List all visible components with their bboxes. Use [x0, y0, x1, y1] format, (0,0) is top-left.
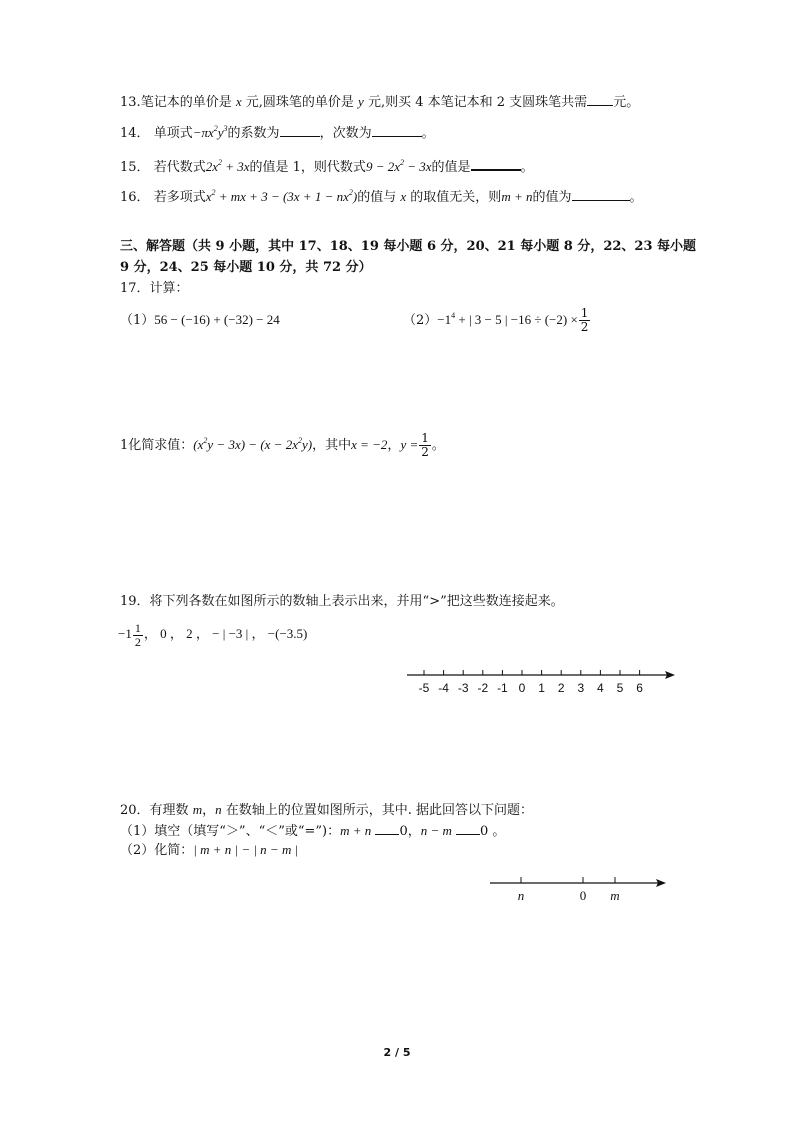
q19-axis-tick-label: 0 — [518, 681, 526, 695]
q20-label-zero: 0 — [579, 888, 587, 903]
q19-axis-tick-label: 2 — [557, 681, 565, 695]
q18-y-fraction: $\frac{1}{2}$ — [421, 431, 429, 459]
q19-number: 19． — [120, 594, 150, 609]
q18-text-4: 。 — [431, 438, 445, 453]
q19-axis-tick-label: 1 — [538, 681, 545, 695]
q17-part-2-label: （2） — [403, 313, 438, 328]
q20-part-1-text-2: 0 。 — [480, 824, 506, 839]
q19-axis-tick-label: 3 — [577, 681, 585, 695]
q18-expression: $(x^2y - 3x) - (x - 2x^2y)$ — [193, 436, 313, 452]
question-16 — [120, 187, 643, 207]
section-3-heading-line-2: 9 分，24、25 每小题 10 分，共 72 分） — [120, 260, 372, 275]
q20-part-1-label: （1）填空（填写“＞”、“＜”或“=”)： — [120, 824, 341, 839]
q20-part-1-text-1: 0， — [399, 824, 421, 839]
q13-number: 13. — [120, 95, 141, 110]
question-14 — [120, 123, 435, 143]
q18-number: 1 — [120, 438, 129, 453]
q19-number-2: 0 — [160, 626, 167, 641]
q17-part-1 — [120, 311, 280, 330]
q20-part-1 — [120, 821, 505, 841]
q14-text-4: 。 — [421, 126, 435, 141]
q14-degree-blank[interactable] — [372, 123, 422, 137]
q14-monomial: $-\pi x^2y^3$ — [192, 124, 228, 140]
q19-axis-tick-label: -5 — [418, 681, 430, 695]
section-3-heading-line-1: 三、解答题（共 9 小题，其中 17、18、19 每小题 6 分，20、21 每小题 8 分，22、23 每小题 — [120, 239, 697, 254]
q19-separator-2: ， — [169, 626, 183, 641]
q19-axis-tick-label: 6 — [636, 681, 643, 695]
question-18 — [120, 428, 445, 463]
q19-axis-tick-label: -2 — [477, 681, 489, 695]
q19-numbers — [118, 616, 307, 652]
q17-part-2-expression: $-1^4$ + | 3 − 5 | −16 ÷ (−2) × — [437, 311, 578, 327]
q14-text-3: ，次数为 — [319, 126, 372, 141]
q20-part-1-expr-1: m + n — [340, 823, 372, 838]
q16-var-x: x — [400, 189, 407, 204]
q15-text-4: 。 — [520, 160, 534, 175]
question-20 — [120, 801, 533, 820]
q19-separator-1: ， — [143, 626, 157, 641]
question-13 — [120, 92, 639, 112]
q16-polynomial: $x^2$ + mx + $3 - (3x + 1 - nx^2)$ — [205, 188, 358, 204]
q15-expression-1: $2x^2 + 3x$ — [205, 158, 250, 174]
q20-part-2-label: （2）化简： — [120, 843, 194, 858]
q16-number: 16． — [120, 190, 150, 205]
q20-text-3: 在数轴上的位置如图所示，其中. 据此回答以下问题： — [225, 803, 534, 818]
q15-text-1: 若代数式 — [153, 160, 206, 175]
q19-text: 将下列各数在如图所示的数轴上表示出来，并用“>”把这些数连接起来。 — [149, 594, 564, 609]
q19-number-5: −(−3.5) — [267, 626, 308, 641]
q14-text-1: 单项式 — [153, 126, 193, 141]
q15-text-2: 的值是 1，则代数式 — [249, 160, 366, 175]
page-number: 2 / 5 — [383, 1046, 411, 1059]
q16-answer-blank[interactable] — [572, 187, 630, 201]
q19-separator-4: ， — [251, 626, 265, 641]
q16-text-4: 的值为 — [532, 190, 572, 205]
q15-number: 15． — [120, 160, 150, 175]
question-19 — [120, 593, 564, 611]
q19-number-line — [403, 662, 683, 702]
q20-var-n: n — [215, 802, 222, 817]
question-15 — [120, 156, 534, 177]
q13-text-1: 笔记本的单价是 — [140, 95, 232, 110]
q20-var-m: m — [192, 802, 203, 817]
q19-axis-tick-label: -3 — [457, 681, 469, 695]
q15-text-3: 的值是 — [431, 160, 471, 175]
q13-text-3: 元,则买 4 本笔记本和 2 支圆珠笔共需 — [367, 95, 588, 110]
q15-answer-blank[interactable] — [471, 156, 521, 171]
q20-part-1-expr-2: n − m — [420, 823, 452, 838]
q17-part-1-expression: 56 − (−16) + (−32) − 24 — [154, 312, 280, 327]
q16-text-5: 。 — [629, 190, 643, 205]
q14-text-2: 的系数为 — [227, 126, 280, 141]
q15-expression-2: $9 - 2x^2 - 3x$ — [365, 158, 432, 174]
q20-label-m: m — [610, 888, 620, 903]
q18-y-label: y = — [400, 437, 419, 452]
q14-coefficient-blank[interactable] — [280, 123, 320, 137]
q18-text-1: 化简求值： — [128, 438, 194, 453]
q19-axis-tick-label: -4 — [438, 681, 449, 695]
q19-number-4: − | −3 | — [212, 626, 249, 641]
q19-number-3: 2 — [186, 626, 193, 641]
q19-axis-tick-label: 4 — [597, 681, 604, 695]
q17-part-2-fraction: $\frac{1}{2}$ — [580, 306, 589, 334]
q19-number-1: −1 $\frac{1}{2}$ — [118, 620, 141, 649]
q20-text-1: 有理数 — [149, 803, 189, 818]
q13-text-2: 元,圆珠笔的单价是 — [245, 95, 354, 110]
q20-part-1-blank-2[interactable] — [456, 821, 480, 835]
q20-part-1-blank-1[interactable] — [375, 821, 399, 835]
q20-part-2 — [120, 841, 298, 860]
q18-text-2: ，其中 — [312, 438, 352, 453]
q13-var-x: x — [235, 94, 242, 109]
q20-number-line — [488, 872, 678, 908]
q16-text-1: 若多项式 — [153, 190, 206, 205]
q19-separator-3: ， — [195, 626, 209, 641]
q18-text-3: ， — [387, 438, 401, 453]
q18-x-value: x = −2 — [351, 437, 388, 452]
q19-axis-tick-label: -1 — [497, 681, 508, 695]
q17-part-1-label: （1） — [120, 313, 155, 328]
q20-part-2-expression: | m + n | − | n − m | — [193, 842, 299, 857]
q19-axis-labels — [419, 681, 644, 695]
q19-axis-tick-label: 5 — [616, 681, 624, 695]
q20-number: 20． — [120, 803, 150, 818]
q13-var-y: y — [358, 94, 364, 109]
q17-title: 17．计算： — [120, 281, 189, 296]
q19-axis-ticks — [424, 670, 640, 675]
q13-text-4: 元。 — [613, 95, 640, 110]
q16-text-2: 的值与 — [357, 190, 397, 205]
q17-part-2 — [403, 303, 591, 338]
q20-label-n: n — [517, 888, 525, 903]
q13-answer-blank[interactable] — [587, 92, 613, 106]
q16-sum-expression: m + n — [501, 189, 533, 204]
q14-number: 14． — [120, 126, 150, 141]
q16-text-3: 的取值无关，则 — [410, 190, 502, 205]
q20-text-2: ， — [202, 803, 216, 818]
